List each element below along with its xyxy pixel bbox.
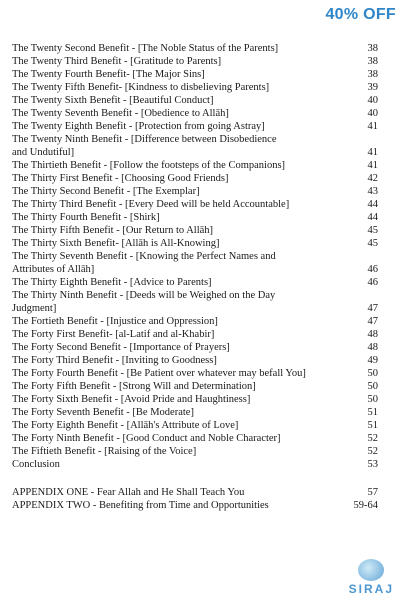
- toc-entry: [12, 367, 378, 380]
- toc-entry-title: Conclusion: [12, 459, 60, 470]
- toc-entry-title: The Thirty Fourth Benefit - [Shirk]: [12, 212, 160, 223]
- toc-entry: [12, 185, 378, 198]
- toc-entry-title-cont: and Undutiful]: [12, 147, 75, 158]
- toc-entry: [12, 81, 378, 94]
- toc-entry: [12, 380, 378, 393]
- toc-entry-title: The Thirty First Benefit - [Choosing Good Friends]: [12, 173, 229, 184]
- toc-entry-page: 48: [367, 329, 378, 340]
- discount-badge: 40% OFF: [325, 6, 396, 23]
- toc-entry-title: The Forty Fourth Benefit - [Be Patient over whatever may befall You]: [12, 368, 306, 379]
- toc-entry-page: 41: [367, 121, 378, 132]
- logo-text: SIRAJ: [348, 582, 394, 596]
- toc-entry: [12, 406, 378, 419]
- toc-entry-page: 47: [367, 303, 378, 314]
- appendix-title: APPENDIX TWO - Benefiting from Time and Opportunities: [12, 500, 269, 511]
- toc-entry: [12, 198, 378, 211]
- toc-entry-title: The Thirty Third Benefit - [Every Deed will be held Accountable]: [12, 199, 290, 210]
- toc-entry-title: The Twenty Ninth Benefit - [Difference between Disobedience: [12, 134, 277, 145]
- toc-entry: [12, 237, 378, 250]
- toc-entry-page: 52: [367, 433, 378, 444]
- toc-appendices: [12, 486, 378, 512]
- toc-entry-title: The Twenty Sixth Benefit - [Beautiful Conduct]: [12, 95, 214, 106]
- logo-mark-icon: [358, 559, 384, 581]
- toc-entry-page: 43: [367, 186, 378, 197]
- toc-entry: [12, 328, 378, 341]
- toc-entry-title: The Thirty Second Benefit - [The Exemplar]: [12, 186, 200, 197]
- toc-entry-title: The Thirty Fifth Benefit - [Our Return to Allāh]: [12, 225, 214, 236]
- toc-entry-page: 38: [367, 43, 378, 54]
- toc-entry-title: The Thirty Eighth Benefit - [Advice to Parents]: [12, 277, 212, 288]
- appendix-page: 57: [367, 487, 378, 498]
- toc-entry-page: 42: [367, 173, 378, 184]
- toc-entry: [12, 224, 378, 237]
- toc-entry-page: 52: [367, 446, 378, 457]
- toc-entry-page: 40: [367, 108, 378, 119]
- toc-entry-title: The Twenty Fourth Benefit- [The Major Sins]: [12, 69, 205, 80]
- toc-entry: [12, 133, 378, 159]
- toc-entry-page: 53: [367, 459, 378, 470]
- toc-entry: [12, 445, 378, 458]
- toc-entry-title: The Forty Second Benefit - [Importance of Prayers]: [12, 342, 230, 353]
- section-gap: [12, 471, 378, 486]
- toc-entry-page: 46: [367, 277, 378, 288]
- toc-entry-page: 49: [367, 355, 378, 366]
- toc-entry: [12, 68, 378, 81]
- toc-entry-page: 46: [367, 264, 378, 275]
- toc-entry: [12, 120, 378, 133]
- table-of-contents: [0, 42, 406, 512]
- toc-entry-title: The Twenty Second Benefit - [The Noble Status of the Parents]: [12, 43, 279, 54]
- toc-entry: [12, 172, 378, 185]
- toc-entry-title: The Thirty Ninth Benefit - [Deeds will be Weighed on the Day: [12, 290, 276, 301]
- toc-entry-title: The Forty Eighth Benefit - [Allāh's Attribute of Love]: [12, 420, 239, 431]
- toc-entry-title: The Forty Seventh Benefit - [Be Moderate]: [12, 407, 194, 418]
- toc-entry-page: 44: [367, 212, 378, 223]
- toc-entry-page: 38: [367, 56, 378, 67]
- toc-entry-title: The Thirty Seventh Benefit - [Knowing the Perfect Names and: [12, 251, 276, 262]
- toc-entry-line2: [12, 302, 378, 315]
- toc-entries: [12, 42, 378, 471]
- siraj-logo: [349, 559, 394, 596]
- appendix-page: 59-64: [353, 500, 378, 511]
- toc-entry-page: 45: [367, 238, 378, 249]
- toc-entry-title: The Forty Sixth Benefit - [Avoid Pride and Haughtiness]: [12, 394, 251, 405]
- toc-entry-title: The Forty Third Benefit - [Inviting to Goodness]: [12, 355, 217, 366]
- toc-entry: [12, 55, 378, 68]
- toc-entry: [12, 341, 378, 354]
- toc-entry-title: The Forty Ninth Benefit - [Good Conduct and Noble Character]: [12, 433, 281, 444]
- toc-entry-title: The Thirtieth Benefit - [Follow the footsteps of the Companions]: [12, 160, 286, 171]
- toc-entry-title: The Twenty Third Benefit - [Gratitude to Parents]: [12, 56, 222, 67]
- appendix-entry: [12, 499, 378, 512]
- toc-entry-title: The Fiftieth Benefit - [Raising of the Voice]: [12, 446, 197, 457]
- toc-entry: [12, 458, 378, 471]
- toc-entry-title: The Fortieth Benefit - [Injustice and Oppression]: [12, 316, 218, 327]
- toc-entry: [12, 159, 378, 172]
- toc-entry-title-cont: Attributes of Allāh]: [12, 264, 95, 275]
- toc-entry-line2: [12, 263, 378, 276]
- toc-entry: [12, 276, 378, 289]
- toc-entry: [12, 289, 378, 315]
- toc-entry: [12, 419, 378, 432]
- toc-entry-title: The Twenty Eighth Benefit - [Protection from going Astray]: [12, 121, 265, 132]
- toc-entry: [12, 211, 378, 224]
- toc-entry-page: 38: [367, 69, 378, 80]
- toc-entry: [12, 250, 378, 276]
- toc-entry-title: The Twenty Seventh Benefit - [Obedience to Allāh]: [12, 108, 229, 119]
- toc-entry-line2: [12, 146, 378, 159]
- toc-entry: [12, 432, 378, 445]
- toc-entry-page: 51: [367, 407, 378, 418]
- toc-entry-title: The Forty First Benefit- [al-Latif and al-Khabir]: [12, 329, 215, 340]
- toc-entry-page: 50: [367, 394, 378, 405]
- toc-entry-page: 41: [367, 160, 378, 171]
- toc-entry-page: 44: [367, 199, 378, 210]
- toc-entry-title: The Thirty Sixth Benefit- [Allāh is All-Knowing]: [12, 238, 220, 249]
- toc-entry-page: 40: [367, 95, 378, 106]
- appendix-entry: [12, 486, 378, 499]
- toc-entry: [12, 94, 378, 107]
- toc-entry-page: 51: [367, 420, 378, 431]
- toc-entry: [12, 42, 378, 55]
- toc-entry-page: 48: [367, 342, 378, 353]
- toc-entry-title: The Forty Fifth Benefit - [Strong Will and Determination]: [12, 381, 256, 392]
- toc-entry-page: 41: [367, 147, 378, 158]
- toc-entry-page: 50: [367, 381, 378, 392]
- toc-entry-page: 39: [367, 82, 378, 93]
- toc-entry: [12, 315, 378, 328]
- appendix-title: APPENDIX ONE - Fear Allah and He Shall Teach You: [12, 487, 245, 498]
- toc-entry-page: 47: [367, 316, 378, 327]
- toc-entry-page: 50: [367, 368, 378, 379]
- toc-entry-page: 45: [367, 225, 378, 236]
- toc-entry: [12, 107, 378, 120]
- toc-entry-title: The Twenty Fifth Benefit- [Kindness to disbelieving Parents]: [12, 82, 270, 93]
- toc-entry-title-cont: Judgment]: [12, 303, 57, 314]
- toc-entry: [12, 354, 378, 367]
- toc-entry: [12, 393, 378, 406]
